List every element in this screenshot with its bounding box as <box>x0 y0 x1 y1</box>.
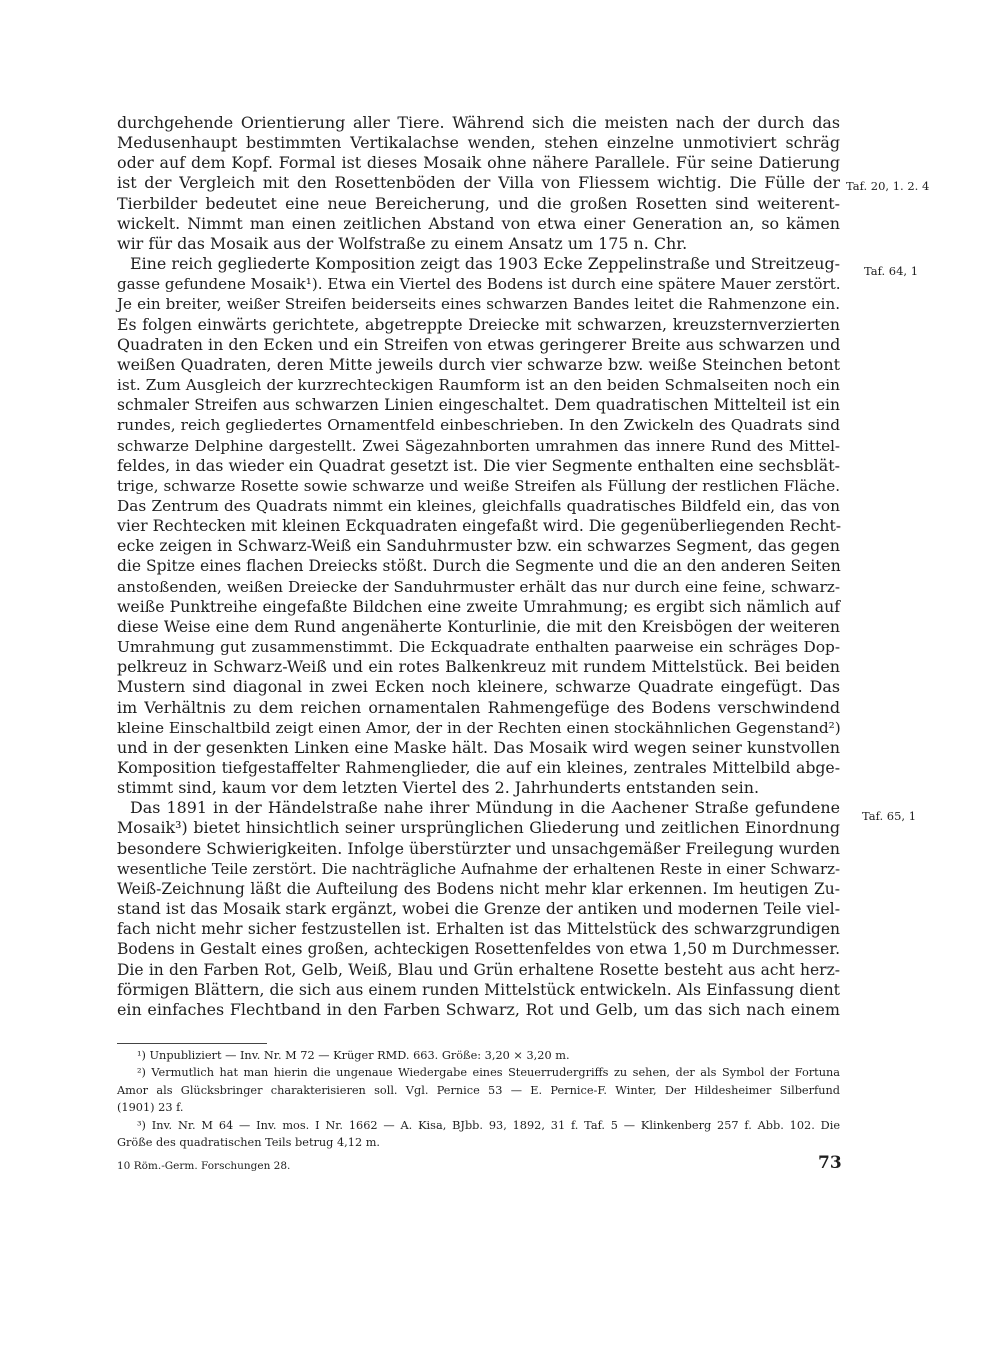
text-line: Komposition tiefgestaffelter Rahmenglieder, die auf ein kleines, zentrales Mittelbild abge- <box>117 758 840 777</box>
text-line: wesentliche Teile zerstört. Die nachträgliche Aufnahme der erhaltenen Reste in einer Schwarz- <box>117 859 840 878</box>
text-line: rundes, reich gegliedertes Ornamentfeld einbeschrieben. In den Zwickeln des Quadrats sind <box>117 416 840 435</box>
text-line: ist der Vergleich mit den Rosettenböden der Villa von Fliessem wichtig. Die Fülle der <box>117 173 840 193</box>
page-number: 73 <box>818 1153 842 1173</box>
footnote-1: ¹) Unpubliziert — Inv. Nr. M 72 — Krüger RMD. 663. Größe: 3,20 × 3,20 m. <box>137 1049 570 1062</box>
text-line: ein einfaches Flechtband in den Farben Schwarz, Rot und Gelb, um das sich nach einem <box>117 999 840 1019</box>
text-line: weißen Quadraten, deren Mitte jeweils durch vier schwarze bzw. weiße Steinchen betont <box>117 354 840 374</box>
text-line: Mustern sind diagonal in zwei Ecken noch kleinere, schwarze Quadrate eingefügt. Das <box>117 677 840 697</box>
body-text <box>117 113 840 1020</box>
text-line: weiße Punktreihe eingefaßte Bildchen eine zweite Umrahmung; es ergibt sich nämlich auf <box>117 596 840 616</box>
text-line: wir für das Mosaik aus der Wolfstraße zu einem Ansatz um 175 n. Chr. <box>117 233 688 253</box>
text-line: durchgehende Orientierung aller Tiere. Während sich die meisten nach der durch das <box>117 113 840 132</box>
text-line: ist. Zum Ausgleich der kurzrechteckigen Raumform ist an den beiden Schmalseiten noch ein <box>117 376 840 395</box>
text-line: Tierbilder bedeutet eine neue Bereicherung, und die großen Rosetten sind weiterent- <box>117 193 840 213</box>
text-line: anstoßenden, weißen Dreiecke der Sanduhrmuster erhält das nur durch eine feine, schwarz- <box>117 577 840 596</box>
text-line: Mosaik³) bietet hinsichtlich seiner ursprünglichen Gliederung und zeitlichen Einordnung <box>117 818 840 838</box>
text-line: die Spitze eines flachen Dreiecks stößt. Durch die Segmente und die an den anderen Seiten <box>117 557 841 576</box>
text-line: Das Zentrum des Quadrats nimmt ein kleines, gleichfalls quadratisches Bildfeld ein, das von <box>117 496 840 515</box>
text-line: Je ein breiter, weißer Streifen beiderseits eines schwarzen Bandes leitet die Rahmenzone ein. <box>117 295 840 314</box>
text-line: im Verhältnis zu dem reichen ornamentalen Rahmengefüge des Bodens verschwindend <box>117 697 840 717</box>
text-line: förmigen Blättern, die sich aus einem runden Mittelstück entwickeln. Als Einfassung dient <box>117 979 840 999</box>
footnote-3-line: ³) Inv. Nr. M 64 — Inv. mos. I Nr. 1662 — A. Kisa, BJbb. 93, 1892, 31 f. Taf. 5 — Klinkenberg 257 f. Abb. 102. Die <box>137 1118 840 1132</box>
margin-note-plate-ref: Taf. 65, 1 <box>862 809 917 823</box>
text-line: diese Weise eine dem Rund angenäherte Konturlinie, die mit den Kreisbögen der weiteren <box>117 616 840 636</box>
text-line: Weiß-Zeichnung läßt die Aufteilung des Bodens nicht mehr klar erkennen. Im heutigen Zu- <box>117 879 840 898</box>
text-line: oder auf dem Kopf. Formal ist dieses Mosaik ohne nähere Parallele. Für seine Datierung <box>117 153 840 173</box>
footnote-3-line: Größe des quadratischen Teils betrug 4,12 m. <box>117 1135 381 1149</box>
text-line: Die in den Farben Rot, Gelb, Weiß, Blau und Grün erhaltene Rosette besteht aus acht herz- <box>117 960 840 979</box>
margin-note-plate-ref: Taf. 64, 1 <box>864 264 919 278</box>
text-line: fach nicht mehr sicher festzustellen ist. Erhalten ist das Mittelstück des schwarzgrundigen <box>117 920 840 939</box>
printer-signature: 10 Röm.-Germ. Forschungen 28. <box>117 1160 291 1172</box>
text-line: Quadraten in den Ecken und ein Streifen von etwas geringerer Breite aus schwarzen und <box>117 334 841 354</box>
text-line: vier Rechtecken mit kleinen Eckquadraten eingefaßt wird. Die gegenüberliegenden Recht- <box>117 516 842 536</box>
text-line: Medusenhaupt bestimmten Vertikalachse wenden, stehen einzelne unmotiviert schräg <box>117 133 840 153</box>
text-line: stand ist das Mosaik stark ergänzt, wobei die Grenze der antiken und modernen Teile viel- <box>117 899 840 919</box>
footnote-2-line: (1901) 23 f. <box>117 1101 184 1115</box>
text-line: feldes, in das wieder ein Quadrat gesetzt ist. Die vier Segmente enthalten eine sechsblät- <box>117 455 840 475</box>
text-line: schmaler Streifen aus schwarzen Linien eingeschaltet. Dem quadratischen Mittelteil ist ein <box>117 396 840 415</box>
text-line: Es folgen einwärts gerichtete, abgetreppte Dreiecke mit schwarzen, kreuzsternverzierten <box>117 314 840 334</box>
text-line: Eine reich gegliederte Komposition zeigt das 1903 Ecke Zeppelinstraße und Streitzeug- <box>130 254 840 274</box>
text-line: Das 1891 in der Händelstraße nahe ihrer Mündung in die Aachener Straße gefundene <box>130 798 840 818</box>
text-line: wickelt. Nimmt man einen zeitlichen Abstand von etwa einer Generation an, so kämen <box>117 213 840 233</box>
text-line: Umrahmung gut zusammenstimmt. Die Eckquadrate enthalten paarweise ein schräges Dop- <box>117 638 840 657</box>
text-line: ecke zeigen in Schwarz-Weiß ein Sanduhrmuster bzw. ein schwarzes Segment, das gegen <box>117 536 840 556</box>
text-line: trige, schwarze Rosette sowie schwarze und weiße Streifen als Füllung der restlichen Fläche. <box>117 476 840 495</box>
text-line: gasse gefundene Mosaik¹). Etwa ein Viertel des Bodens ist durch eine spätere Mauer zerstört. <box>117 275 841 294</box>
text-line: Bodens in Gestalt eines großen, achteckigen Rosettenfeldes von etwa 1,50 m Durchmesser. <box>117 940 840 959</box>
text-line: kleine Einschaltbild zeigt einen Amor, der in der Rechten einen stockähnlichen Gegenstand²) <box>117 718 841 737</box>
footnote-rule <box>117 1043 267 1044</box>
footnotes <box>117 1047 840 1151</box>
footnote-2-line: ²) Vermutlich hat man hierin die ungenaue Wiedergabe eines Steuerrudergriffs zu sehen, der als Symbol der Fortuna <box>137 1066 840 1080</box>
text-line: schwarze Delphine dargestellt. Zwei Sägezahnborten umrahmen das innere Rund des Mittel- <box>117 436 840 455</box>
text-line: pelkreuz in Schwarz-Weiß und ein rotes Balkenkreuz mit rundem Mittelstück. Bei beiden <box>117 657 840 677</box>
text-line: stimmt sind, kaum vor dem letzten Viertel des 2. Jahrhunderts entstanden sein. <box>117 778 760 798</box>
footnote-2-line: Amor als Glücksbringer charakterisieren soll. Vgl. Pernice 53 — E. Pernice-F. Winter, Der Hildesheimer Silberfund <box>117 1083 840 1097</box>
text-line: und in der gesenkten Linken eine Maske hält. Das Mosaik wird wegen seiner kunstvollen <box>117 737 840 757</box>
margin-note-plate-ref: Taf. 20, 1. 2. 4 <box>846 179 930 193</box>
text-line: besondere Schwierigkeiten. Infolge überstürzter und unsachgemäßer Freilegung wurden <box>117 838 841 858</box>
